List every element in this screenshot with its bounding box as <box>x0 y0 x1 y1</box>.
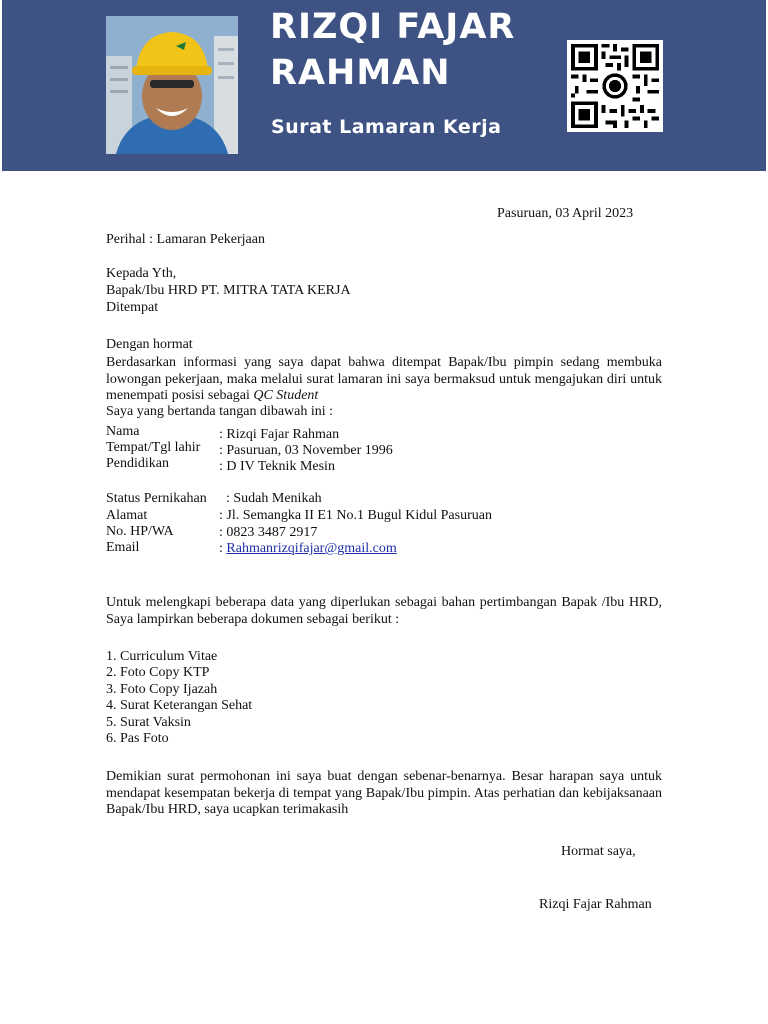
subject-line: Perihal : Lamaran Pekerjaan <box>106 232 265 247</box>
attachments-list <box>106 649 252 747</box>
intro-paragraph <box>106 355 662 405</box>
field-label-hp: No. HP/WA <box>106 524 174 539</box>
signatory-line: Saya yang bertanda tangan dibawah ini : <box>106 404 334 419</box>
whatsapp-qr-code-icon <box>567 40 663 132</box>
field-label-status: Status Pernikahan <box>106 491 207 506</box>
list-item: 6. Pas Foto <box>106 731 169 747</box>
list-item: 2. Foto Copy KTP <box>106 665 210 681</box>
field-label-nama: Nama <box>106 424 140 439</box>
list-item: 4. Surat Keterangan Sehat <box>106 698 253 714</box>
signature-name: Rizqi Fajar Rahman <box>539 897 652 912</box>
closing-paragraph: Demikian surat permohonan ini saya buat dengan sebenar-benarnya. Besar harapan saya untuk mendapat kesempatan bekerja di tempat yang Bapak/Ibu pimpin. Atas perhatian dan kebijaksanaan Bapak/Ibu HRD, saya ucapkan terimakasih <box>106 769 662 817</box>
applied-position: QC Student <box>253 388 319 403</box>
document-subtitle: Surat Lamaran Kerja <box>271 116 502 138</box>
recipient-greeting: Kepada Yth, <box>106 266 177 281</box>
applicant-name-line1: RIZQI FAJAR <box>270 7 516 47</box>
email-colon: : <box>219 541 227 556</box>
list-item: 1. Curriculum Vitae <box>106 649 218 664</box>
field-value-alamat: : Jl. Semangka II E1 No.1 Bugul Kidul Pasuruan <box>219 508 492 523</box>
applicant-name <box>270 4 560 96</box>
recipient-location: Ditempat <box>106 300 159 315</box>
field-value-pendidikan: : D IV Teknik Mesin <box>219 459 335 474</box>
field-value-ttl: : Pasuruan, 03 November 1996 <box>219 443 393 458</box>
attachments-intro: Untuk melengkapi beberapa data yang diperlukan sebagai bahan pertimbangan Bapak /Ibu HRD, Saya lampirkan beberapa dokumen sebagai berikut : <box>106 595 662 627</box>
list-item: 5. Surat Vaksin <box>106 714 191 730</box>
field-label-ttl: Tempat/Tgl lahir <box>106 440 201 455</box>
letter-date: Pasuruan, 03 April 2023 <box>497 206 634 221</box>
field-label-email: Email <box>106 540 140 555</box>
intro-text: Berdasarkan informasi yang saya dapat bahwa ditempat Bapak/Ibu pimpin sedang membuka lowongan pekerjaan, maka melalui surat lamaran ini saya bermaksud untuk mengajukan diri untuk menempati posisi sebagai <box>106 355 662 403</box>
field-value-hp: : 0823 3487 2917 <box>219 525 318 540</box>
list-item: 3. Foto Copy Ijazah <box>106 681 218 697</box>
profile-photo <box>106 16 238 154</box>
field-value-email <box>219 541 397 557</box>
field-label-pendidikan: Pendidikan <box>106 456 169 471</box>
email-link[interactable]: Rahmanrizqifajar@gmail.com <box>226 541 397 556</box>
regards-line: Hormat saya, <box>561 844 636 859</box>
field-value-nama: : Rizqi Fajar Rahman <box>219 427 340 442</box>
applicant-name-line2: RAHMAN <box>270 53 451 93</box>
salutation: Dengan hormat <box>106 337 193 352</box>
field-label-alamat: Alamat <box>106 508 148 523</box>
recipient-name: Bapak/Ibu HRD PT. MITRA TATA KERJA <box>106 283 351 298</box>
header-banner <box>2 0 766 171</box>
field-value-status: : Sudah Menikah <box>226 491 322 506</box>
